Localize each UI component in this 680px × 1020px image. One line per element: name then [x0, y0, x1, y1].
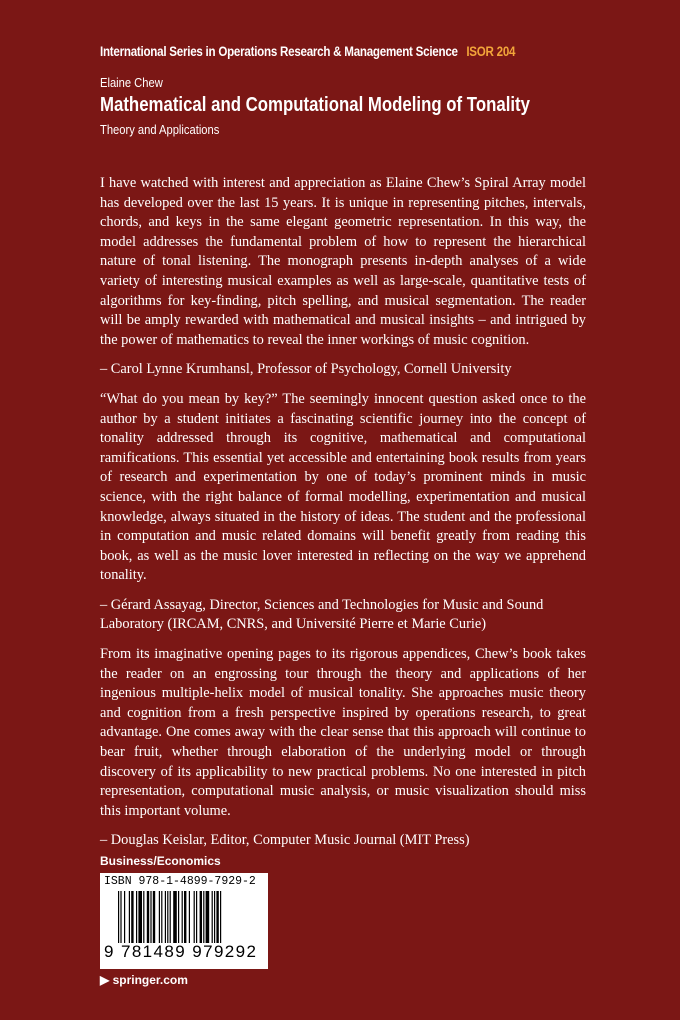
- barcode-bar: [173, 891, 177, 943]
- website-link[interactable]: [100, 973, 188, 987]
- triangle-right-icon: ▶: [100, 973, 110, 987]
- category-label: Business/Economics: [100, 854, 221, 868]
- review-text: I have watched with interest and appreciation as Elaine Chew’s Spiral Array model has developed over the last 15 years. It is unique in representing pitches, intervals, chords, and keys in the same elegant geometric representation. In this way, the model addresses the fundamental problem of how to represent the hierarchical nature of tonal listening. The monograph presents in-depth analyses of a wide variety of interesting musical examples as well as large-scale, quantitative tests of algorithms for key-finding, pitch spelling, and musical segmentation. The reader will be amply rewarded with mathematical and musical insights – and intrigued by the power of mathematics to reveal the inner workings of music cognition.: [100, 175, 586, 348]
- series-name: International Series in Operations Research & Management Science: [100, 44, 458, 59]
- barcode-bar: [167, 891, 168, 943]
- barcode-bar: [118, 891, 119, 943]
- barcode-bar: [196, 891, 197, 943]
- barcode-bar: [178, 891, 179, 943]
- barcode-bar: [120, 891, 121, 943]
- barcode-bar: [200, 891, 202, 943]
- barcode-bar: [184, 891, 186, 943]
- barcode-bar: [220, 891, 221, 943]
- barcode-bar: [216, 891, 218, 943]
- book-subtitle: Theory and Applications: [100, 122, 220, 137]
- barcode-bar: [194, 891, 195, 943]
- barcode-bar: [165, 891, 166, 943]
- barcode-bar: [214, 891, 215, 943]
- barcode-bar: [153, 891, 155, 943]
- review-text: From its imaginative opening pages to its rigorous appendices, Chew’s book takes the reader on an engrossing tour through the theory and applications of her ingenious multiple-helix model of musical tonality. She approaches music theory and cognition from a fresh perspective inspired by operations research, to great advantage. One comes away with the clear sense that this approach will continue to bear fruit, whether through elaboration of the underlying model or through discovery of its applicability to new practical problems. No one interested in pitch representation, computational music analysis, or music visualization should miss this important volume.: [100, 646, 586, 819]
- barcode-bar: [170, 891, 171, 943]
- website-text: springer.com: [112, 973, 188, 987]
- barcode-bar: [189, 891, 190, 943]
- series-number: ISOR 204: [466, 44, 516, 59]
- barcode-bar: [147, 891, 149, 943]
- review-attribution: – Carol Lynne Krumhansl, Professor of Psychology, Cornell University: [100, 361, 512, 378]
- barcode-bar: [182, 891, 183, 943]
- review-attribution: – Douglas Keislar, Editor, Computer Music Journal (MIT Press): [100, 832, 470, 849]
- author: Elaine Chew: [100, 75, 163, 90]
- barcode-bar: [143, 891, 144, 943]
- barcode-bar: [136, 891, 137, 943]
- book-title: Mathematical and Computational Modeling of Tonality: [100, 94, 530, 116]
- barcode-bar: [161, 891, 162, 943]
- barcode-bar: [159, 891, 160, 943]
- review-text: “What do you mean by key?” The seemingly innocent question asked once to the author by a student initiates a fascinating scientific journey into the concept of tonality addressed through its cognitive, mathematical and computational ramifications. This essential yet accessible and entertaining book results from years of research and experimentation by one of today’s prominent minds in music science, with the right balance of formal modelling, experimentation and musical knowledge, always situated in the history of ideas. The student and the professional in computation and music related domains will benefit greatly from reading this book, as well as the music lover interested in reflecting on the way we apprehend tonality.: [100, 390, 586, 584]
- barcode-bar: [203, 891, 204, 943]
- barcode-bar: [131, 891, 133, 943]
- barcode-bar: [150, 891, 151, 943]
- barcode-bar: [129, 891, 130, 943]
- barcode-bar: [206, 891, 210, 943]
- ean-digits: 9 781489 979292: [104, 942, 258, 961]
- barcode: [100, 873, 268, 969]
- isbn-text: ISBN 978-1-4899-7929-2: [104, 875, 256, 888]
- series-line: [100, 44, 515, 59]
- barcode-bar: [124, 891, 125, 943]
- barcode-bar: [138, 891, 142, 943]
- reviews: [100, 174, 586, 861]
- review-attribution: – Gérard Assayag, Director, Sciences and Technologies for Music and Sound Laboratory (IRCAM, CNRS, and Université Pierre et Marie Curie): [100, 596, 544, 633]
- barcode-bar: [212, 891, 213, 943]
